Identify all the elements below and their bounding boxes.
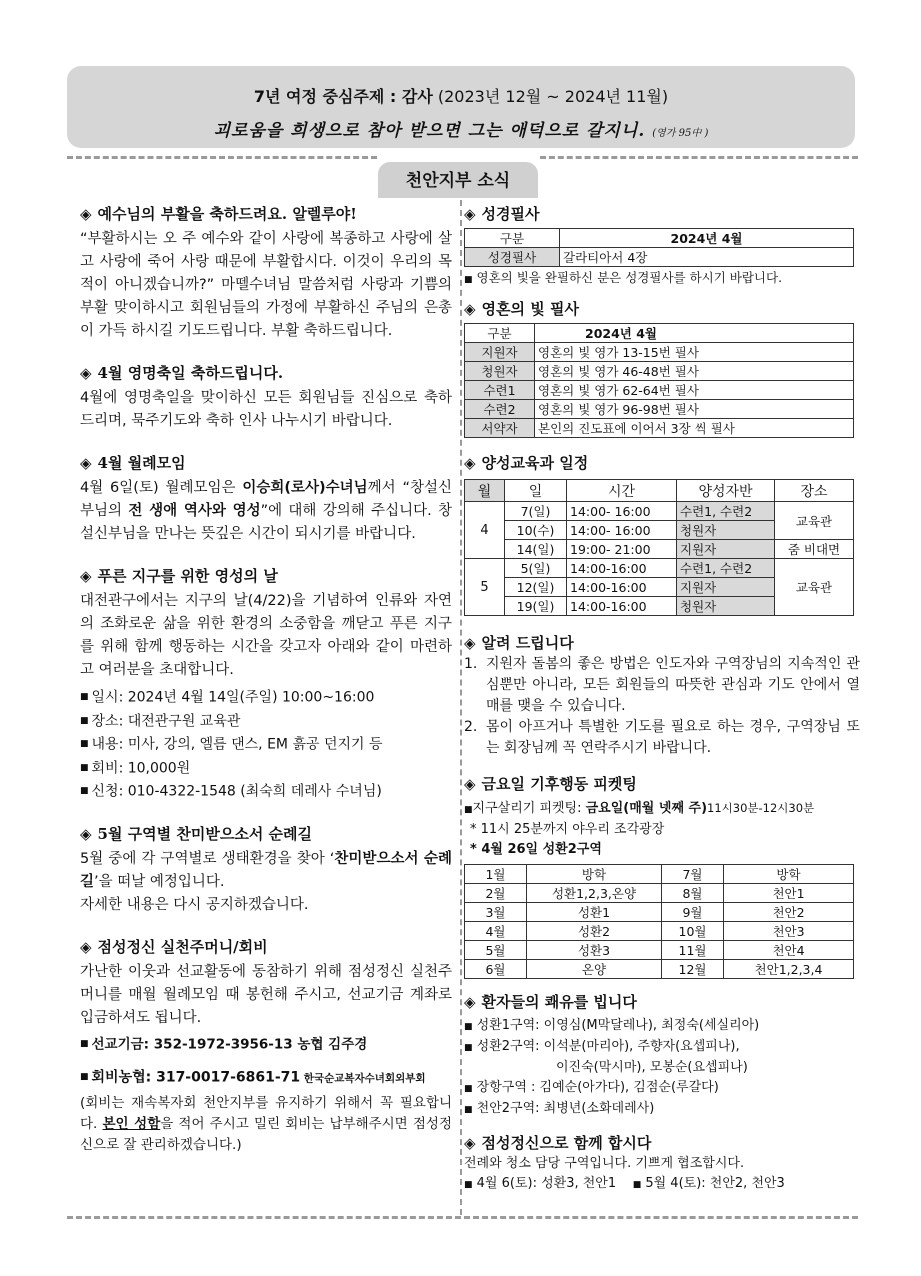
table-cell: 방학: [527, 865, 662, 884]
table-cell: 수련1: [465, 381, 535, 400]
diamond-icon: ◈: [80, 567, 92, 585]
table-row: [465, 884, 854, 903]
detail-item: [80, 710, 452, 734]
table-cell: 3월: [465, 903, 527, 922]
table-cell: 교육관: [775, 559, 854, 616]
table-cell: 방학: [724, 865, 854, 884]
picket-time: 11시30분-12시30분: [707, 801, 815, 815]
pilgrimage-heading: [80, 823, 452, 845]
earth-day-body: 대전관구에서는 지구의 날(4/22)을 기념하여 인류와 자연의 조화로운 삶을 위한 환경의 소중함을 깨닫고 푸른 지구를 위해 함께 행동하는 시간을 갖고자 아래와 같이 마련하고 여러분을 초대합니다.: [80, 593, 452, 678]
fee-note-text: 을 적어 주시고 밀린 회비는 납부해주시면 점성정신으로 잘 관리하겠습니다.): [80, 1115, 452, 1153]
edu-title: 양성교육과 일정: [481, 454, 589, 472]
table-row: [465, 229, 854, 248]
list-item: [464, 1016, 860, 1037]
table-row: [465, 941, 854, 960]
diamond-icon: ◈: [464, 205, 476, 223]
meeting-topic: 전 생애 역사와 영성: [128, 503, 261, 519]
pilgrimage-text: ’을 떠날 예정입니다.: [94, 873, 225, 890]
table-cell: 9월: [662, 903, 724, 922]
quote-text: 괴로움을 희생으로 참아 받으면 그는 애덕으로 갈지니.: [213, 121, 646, 141]
divider-left: [67, 156, 377, 159]
easter-body: “부활하시는 오 주 예수와 같이 사랑에 복종하고 사랑에 살고 사랑에 죽어 사랑 때문에 부활합시다. 이것이 우리의 목적이 아니겠습니까?” 마뗄수녀님 말씀처럼 사랑과 기쁨의 부활 맞이하시고 회원님들의 가정에 부활하신 주님의 은총이 가득 하시길 기도드립니다. 부활 축하드립니다.: [80, 231, 452, 339]
divider-right: [540, 156, 858, 159]
table-row: [465, 362, 854, 381]
diamond-icon: ◈: [80, 937, 92, 956]
table-cell: 14:00-16:00: [567, 559, 677, 578]
picket-place: * 11시 25분까지 야우리 조각광장: [470, 822, 665, 837]
table-cell: 수련1, 수련2: [677, 502, 775, 521]
table-cell: 12(일): [505, 578, 567, 597]
together-title: 점성정신으로 함께 합시다: [481, 1134, 652, 1152]
picket-heading: [464, 773, 860, 795]
patient-text: 장항구역 : 김예순(아가다), 김점순(루갈다): [476, 1080, 719, 1095]
table-cell: 천안4: [724, 941, 854, 960]
diamond-icon: ◈: [464, 634, 476, 652]
diamond-icon: ◈: [80, 454, 92, 472]
mission-fund-account: [80, 1033, 452, 1057]
picket-rotation-table: [464, 864, 854, 979]
easter-title: 예수님의 부활을 축하드려요. 알렐루야!: [97, 205, 357, 223]
table-cell: 19:00- 21:00: [567, 540, 677, 559]
pilgrimage-title: 5월 구역별 찬미받으소서 순례길: [97, 824, 313, 843]
table-cell: 영혼의 빛 영가 62-64번 필사: [535, 381, 854, 400]
pouch-body: 가난한 이웃과 선교활동에 동참하기 위해 점성정신 실천주머니를 매월 월례모임 때 봉헌해 주시고, 선교기금 계좌로 입금하셔도 됩니다.: [80, 963, 452, 1026]
soul-table: [464, 323, 854, 438]
table-row: [465, 865, 854, 884]
table-row: [465, 922, 854, 941]
table-cell: 6월: [465, 960, 527, 979]
earth-day-heading: [80, 565, 452, 587]
detail-text: 회비: 10,000원: [91, 760, 191, 776]
together-line: 전례와 청소 담당 구역입니다. 기쁘게 협조합시다.: [464, 1156, 745, 1171]
table-cell: 2024년 4월: [560, 229, 854, 248]
picket-schedule: [464, 798, 860, 820]
table-row: [465, 480, 854, 502]
diamond-icon: ◈: [464, 454, 476, 472]
table-cell: 5(일): [505, 559, 567, 578]
theme-label: 7년 여정 중심주제 : 감사: [253, 87, 433, 106]
table-cell: 10월: [662, 922, 724, 941]
list-text: 몸이 아프거나 특별한 기도를 필요로 하는 경우, 구역장님 또는 회장님께 꼭 연락주시기 바랍니다.: [486, 719, 860, 756]
soul-heading: [464, 298, 860, 320]
edu-table: [464, 479, 854, 616]
table-cell: 영혼의 빛 영가 13-15번 필사: [535, 343, 854, 362]
table-row: [465, 248, 854, 267]
meeting-speaker: 이승희(로사)수녀님: [242, 480, 368, 496]
patients-list: [464, 1016, 860, 1120]
diamond-icon: ◈: [464, 775, 476, 793]
fee-account: [80, 1066, 452, 1091]
square-bullet-icon: ■: [80, 692, 89, 702]
table-cell: 14:00- 16:00: [567, 521, 677, 540]
table-row: [465, 381, 854, 400]
table-cell: 천안3: [724, 922, 854, 941]
scripture-quote: [67, 116, 855, 141]
square-bullet-icon: ■: [464, 1043, 473, 1053]
table-cell: 성경필사: [465, 248, 560, 267]
table-cell: 14:00- 16:00: [567, 502, 677, 521]
together-date-b: 5월 4(토): 천안2, 천안3: [645, 1176, 785, 1191]
table-cell: 서약자: [465, 419, 535, 438]
table-row: [465, 903, 854, 922]
square-bullet-icon: ■: [632, 1180, 642, 1190]
list-item: [464, 1037, 860, 1058]
bible-heading: [464, 203, 860, 225]
column-divider: [460, 200, 462, 1215]
bible-note-text: 영혼의 빛을 완필하신 분은 성경필사를 하시기 바랍니다.: [476, 270, 783, 285]
table-cell: 수련2: [465, 400, 535, 419]
edu-heading: [464, 452, 860, 474]
list-number: 1.: [464, 656, 478, 672]
pilgrimage-text: 자세한 내용은 다시 공지하겠습니다.: [80, 896, 309, 913]
table-cell: 5월: [465, 941, 527, 960]
fee-note: [80, 1093, 452, 1156]
diamond-icon: ◈: [80, 364, 92, 382]
table-cell: 장소: [775, 480, 854, 502]
fee-note-emphasis: 본인 성함: [102, 1115, 161, 1132]
picket-day: 금요일(매월 넷째 주): [585, 801, 708, 816]
table-cell: 온양: [527, 960, 662, 979]
fund-text: 선교기금: 352-1972-3956-13 농협 김주경: [91, 1036, 368, 1052]
table-cell: 10(수): [505, 521, 567, 540]
table-cell: 성환3: [527, 941, 662, 960]
table-cell: 성환2: [527, 922, 662, 941]
square-bullet-icon: ■: [464, 1022, 473, 1032]
table-cell: 수련1, 수련2: [677, 559, 775, 578]
detail-text: 내용: 미사, 강의, 엘름 댄스, EM 흙공 던지기 등: [91, 736, 383, 753]
quote-source: (영가 95中 ): [652, 128, 709, 139]
fee-account-number: 회비농협: 317-0017-6861-71: [91, 1069, 301, 1086]
pilgrimage-body: [80, 848, 452, 917]
together-date-a: 4월 6(토): 성환3, 천안1: [476, 1176, 617, 1191]
table-cell: 14(일): [505, 540, 567, 559]
table-cell: 월: [465, 480, 505, 502]
table-cell: 천안2: [724, 903, 854, 922]
diamond-icon: ◈: [80, 205, 92, 223]
diamond-icon: ◈: [80, 824, 92, 843]
table-cell: 본인의 진도표에 이어서 3장 씩 필사: [535, 419, 854, 438]
table-row: [465, 559, 854, 578]
table-cell: 14:00-16:00: [567, 578, 677, 597]
meeting-text: 께서 “창설신부님의: [80, 480, 452, 519]
patients-title: 환자들의 쾌유를 빕니다: [481, 993, 637, 1011]
square-bullet-icon: ■: [464, 805, 473, 815]
table-cell: 시간: [567, 480, 677, 502]
feast-body: 4월에 영명축일을 맞이하신 모든 회원님들 진심으로 축하드리며, 묵주기도와 축하 인사 나누시기 바랍니다.: [80, 390, 452, 429]
notice-heading: [464, 632, 860, 654]
table-cell: 19(일): [505, 597, 567, 616]
table-cell: 지원자: [677, 578, 775, 597]
square-bullet-icon: ■: [464, 1180, 473, 1190]
square-bullet-icon: ■: [80, 786, 89, 796]
table-row: [465, 540, 854, 559]
list-item: [464, 654, 860, 717]
table-cell: 구분: [465, 229, 560, 248]
divider-bottom: [67, 1216, 858, 1219]
bible-note: [464, 269, 860, 289]
table-cell: 성환1: [527, 903, 662, 922]
feast-heading: [80, 362, 452, 384]
table-cell: 지원자: [465, 343, 535, 362]
table-cell: 청원자: [465, 362, 535, 381]
detail-text: 신청: 010-4322-1548 (최숙희 데레사 수녀님): [91, 783, 382, 800]
table-row: [465, 502, 854, 521]
table-cell: 12월: [662, 960, 724, 979]
together-heading: [464, 1132, 860, 1154]
table-row: [465, 419, 854, 438]
table-cell: 5: [465, 559, 505, 616]
theme-header: [67, 66, 855, 148]
table-cell: 일: [505, 480, 567, 502]
table-cell: 영혼의 빛 영가 46-48번 필사: [535, 362, 854, 381]
square-bullet-icon: ■: [80, 1072, 89, 1082]
notice-list: [464, 654, 860, 759]
table-cell: 1월: [465, 865, 527, 884]
diamond-icon: ◈: [464, 1134, 476, 1152]
table-cell: 구분: [465, 324, 535, 343]
table-cell: 지원자: [677, 540, 775, 559]
pouch-heading: [80, 936, 452, 958]
meeting-body: [80, 477, 452, 546]
meeting-heading: [80, 452, 452, 474]
notice-title: 알려 드립니다: [481, 634, 574, 652]
table-cell: 청원자: [677, 597, 775, 616]
feast-title: 4월 영명축일 축하드립니다.: [97, 364, 284, 382]
picket-next: * 4월 26일 성환2구역: [470, 842, 602, 857]
fee-account-holder: 한국순교복자수녀회외부회: [300, 1072, 426, 1085]
meeting-text: 4월 6일(토) 월례모임은: [80, 480, 243, 496]
meeting-text: ”에 대해 강의해 주십니다. 창설신부님을 만나는 뜻깊은 시간이 되시기를 바랍니다.: [80, 503, 453, 542]
together-dates: [464, 1174, 860, 1195]
table-cell: 양성자반: [677, 480, 775, 502]
square-bullet-icon: ■: [80, 715, 89, 726]
table-cell: 11월: [662, 941, 724, 960]
table-cell: 14:00-16:00: [567, 597, 677, 616]
square-bullet-icon: ■: [464, 1105, 473, 1115]
diamond-icon: ◈: [464, 300, 476, 318]
picket-label: 지구살리기 피켓팅:: [472, 801, 586, 816]
table-row: [465, 343, 854, 362]
fee-note-text: (회비는 재속복자회 천안지부를 유지하기 위해서 꼭 필요합니다.: [80, 1094, 452, 1132]
square-bullet-icon: ■: [80, 1038, 89, 1049]
table-cell: 갈라티아서 4장: [560, 248, 854, 267]
patients-heading: [464, 991, 860, 1013]
table-row: [465, 960, 854, 979]
list-item: [464, 1078, 860, 1099]
diamond-icon: ◈: [464, 993, 476, 1011]
table-cell: 영혼의 빛 영가 96-98번 필사: [535, 400, 854, 419]
pilgrimage-text: 5월 중에 각 구역별로 생태환경을 찾아 ‘: [80, 850, 335, 867]
patient-text: 이진숙(막시마), 모봉순(요셉피나): [556, 1060, 748, 1075]
table-cell: 줌 비대면: [775, 540, 854, 559]
table-cell: 천안1,2,3,4: [724, 960, 854, 979]
detail-item: [80, 733, 452, 757]
square-bullet-icon: ■: [80, 739, 89, 749]
picket-title: 금요일 기후행동 피켓팅: [481, 775, 637, 793]
table-cell: 청원자: [677, 521, 775, 540]
earth-day-title: 푸른 지구를 위한 영성의 날: [97, 567, 278, 585]
table-row: [465, 400, 854, 419]
list-item: [464, 1099, 860, 1120]
patient-text: 천안2구역: 최병년(소화데레사): [476, 1101, 655, 1116]
detail-text: 장소: 대전관구원 교육관: [91, 713, 241, 729]
table-cell: 7월: [662, 865, 724, 884]
detail-item: [80, 780, 452, 804]
right-column: [464, 203, 860, 1195]
left-column: [80, 203, 452, 1156]
patient-text: 성환1구역: 이영심(M막달레나), 최정숙(세실리아): [476, 1018, 760, 1033]
table-cell: 4: [465, 502, 505, 559]
table-cell: 2024년 4월: [535, 324, 854, 343]
detail-text: 일시: 2024년 4월 14일(주일) 10:00~16:00: [91, 689, 375, 706]
detail-item: [80, 686, 452, 710]
list-item: [464, 1058, 860, 1078]
bible-table: [464, 228, 854, 267]
bible-title: 성경필사: [481, 205, 540, 223]
table-cell: 7(일): [505, 502, 567, 521]
table-cell: 8월: [662, 884, 724, 903]
theme-line: [67, 84, 855, 107]
square-bullet-icon: ■: [464, 275, 473, 285]
list-text: 지원자 돌봄의 좋은 방법은 인도자와 구역장님의 지속적인 관심뿐만 아니라, 모든 회원들의 따뜻한 관심과 기도 안에서 열매를 맺을 수 있습니다.: [486, 656, 860, 714]
table-row: [465, 324, 854, 343]
easter-heading: [80, 203, 452, 225]
theme-period: (2023년 12월 ~ 2024년 11월): [432, 87, 669, 106]
square-bullet-icon: ■: [80, 762, 89, 773]
meeting-title: 4월 월례모임: [97, 454, 186, 472]
table-cell: 성환1,2,3,온양: [527, 884, 662, 903]
pilgrimage-name: 찬미받으소서 순례길: [80, 850, 452, 890]
earth-day-details: [80, 686, 452, 804]
detail-item: [80, 757, 452, 781]
soul-title: 영혼의 빛 필사: [481, 300, 579, 318]
pouch-title: 점성정신 실천주머니/회비: [97, 937, 268, 956]
table-cell: 교육관: [775, 502, 854, 540]
patient-text: 성환2구역: 이석분(마리아), 주향자(요셉피나),: [476, 1039, 740, 1054]
section-tab-title: 천안지부 소식: [378, 162, 538, 198]
list-number: 2.: [464, 719, 478, 735]
table-cell: 천안1: [724, 884, 854, 903]
table-cell: 2월: [465, 884, 527, 903]
list-item: [464, 717, 860, 759]
table-cell: 4월: [465, 922, 527, 941]
square-bullet-icon: ■: [464, 1084, 473, 1094]
